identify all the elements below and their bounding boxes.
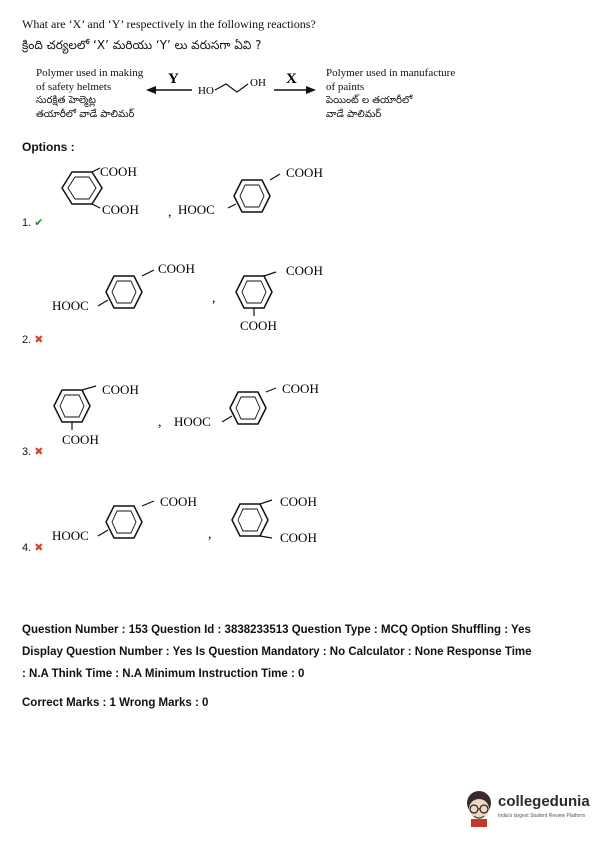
option-3-structures[interactable]	[40, 376, 400, 452]
option-2-structures[interactable]	[40, 258, 400, 334]
left-label-te-2: తయారీలో వాడే పాలిమర్	[36, 109, 135, 120]
benzene-ring-meta	[236, 276, 272, 308]
left-label-te-1: సురక్షిత హెల్మెట్ల	[36, 95, 96, 106]
benzene-ring-para	[230, 392, 266, 424]
reaction-arrows	[140, 64, 320, 104]
right-label-te-2: వాడే పాలిమర్	[326, 109, 382, 120]
marks-info: Correct Marks : 1 Wrong Marks : 0	[22, 697, 209, 709]
cooh-group: COOH	[158, 261, 195, 276]
arrow-left-head	[146, 86, 156, 94]
wrong-cross-icon: ✖	[34, 334, 44, 346]
option-number: 2.	[22, 334, 32, 346]
logo-name: collegedunia	[498, 793, 590, 810]
cooh-group: COOH	[282, 381, 319, 396]
cooh-group: COOH	[280, 530, 317, 545]
reactant-oh-label: OH	[250, 77, 266, 89]
separator-comma: ,	[208, 527, 212, 542]
separator-comma: ,	[168, 205, 172, 220]
hooc-group: HOOC	[178, 202, 215, 217]
left-label-en-2: of safety helmets	[36, 81, 112, 93]
cooh-group: COOH	[286, 263, 323, 278]
benzene-ring-para	[106, 276, 142, 308]
reactant-ho-label: HO	[198, 85, 214, 97]
cooh-group: COOH	[102, 382, 139, 397]
hooc-group: HOOC	[52, 528, 89, 543]
cooh-group: COOH	[100, 164, 137, 179]
reagent-y-label: Y	[168, 71, 179, 87]
benzene-ring-meta	[54, 390, 90, 422]
question-telugu: క్రింది చర్యలలో ‘X’ మరియు ‘Y’ లు వరుసగా ఏవి ?	[22, 38, 262, 52]
collegedunia-logo	[462, 787, 590, 829]
benzene-ring-para	[234, 180, 270, 212]
separator-comma: ,	[212, 291, 216, 306]
wrong-cross-icon: ✖	[34, 542, 44, 554]
cooh-group: COOH	[102, 202, 139, 217]
wrong-cross-icon: ✖	[34, 446, 44, 458]
metadata-line-2: Display Question Number : Yes Is Question Mandatory : No Calculator : None Response Time	[22, 646, 532, 658]
option-1-label	[22, 216, 43, 229]
right-label-te-1: పెయింట్ ల తయారీలో	[326, 95, 413, 106]
right-label-en-1: Polymer used in manufacture	[326, 67, 456, 79]
options-heading: Options :	[22, 140, 75, 154]
logo-tagline: India's largest Student Review Platform	[498, 813, 586, 819]
separator-comma: ,	[158, 415, 162, 430]
cooh-group: COOH	[240, 318, 277, 333]
metadata-line-3: : N.A Think Time : N.A Minimum Instruction Time : 0	[22, 668, 305, 680]
cooh-group: COOH	[286, 165, 323, 180]
option-3-label	[22, 445, 43, 458]
option-1-structures[interactable]	[40, 158, 400, 220]
reaction-scheme	[0, 60, 595, 140]
diol-chain	[215, 84, 248, 92]
benzene-ring-ortho	[62, 172, 102, 204]
option-4-structures[interactable]	[40, 488, 400, 552]
option-4-label	[22, 541, 43, 554]
option-number: 3.	[22, 446, 32, 458]
hooc-group: HOOC	[52, 298, 89, 313]
cooh-group: COOH	[160, 494, 197, 509]
benzene-ring-ortho	[232, 504, 268, 536]
hooc-group: HOOC	[174, 414, 211, 429]
left-label-en-1: Polymer used in making	[36, 67, 144, 79]
mascot-icon	[462, 787, 496, 827]
option-2-label	[22, 333, 43, 346]
option-number: 4.	[22, 542, 32, 554]
cooh-group: COOH	[62, 432, 99, 447]
reagent-x-label: X	[286, 71, 297, 87]
question-metadata	[22, 619, 582, 685]
metadata-line-1: Question Number : 153 Question Id : 3838233513 Question Type : MCQ Option Shuffling : Yes	[22, 624, 531, 636]
option-number: 1.	[22, 217, 32, 229]
right-label	[326, 66, 455, 122]
cooh-group: COOH	[280, 494, 317, 509]
left-label	[36, 66, 143, 122]
question-english: What are ‘X’ and ‘Y’ respectively in the following reactions?	[22, 17, 316, 31]
right-label-en-2: of paints	[326, 81, 365, 93]
correct-check-icon: ✔	[34, 217, 44, 229]
benzene-ring-para	[106, 506, 142, 538]
arrow-right-head	[306, 86, 316, 94]
